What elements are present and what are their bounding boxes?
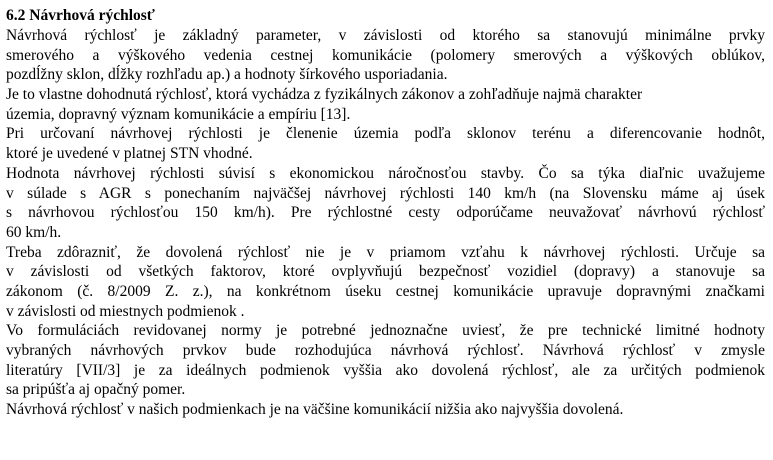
text-line: s návrhovou rýchlosťou 150 km/h). Pre rýchlostné cesty odporúčame neuvažovať návrhovú rýchlosť bbox=[6, 204, 765, 222]
text-line: sa pripúšťa aj opačný pomer. bbox=[6, 381, 186, 399]
body-text bbox=[6, 26, 765, 420]
text-line: pozdĺžny sklon, dĺžky rozhľadu ap.) a hodnoty šírkového usporiadania. bbox=[6, 66, 448, 84]
text-line: 60 km/h. bbox=[6, 223, 62, 241]
text-line: v závislosti od miestnych podmienok . bbox=[6, 302, 245, 320]
text-line: vybraných návrhových prvkov bude rozhodujúca návrhová rýchlosť. Návrhová rýchlosť v zmysle bbox=[6, 342, 765, 359]
text-line: Vo formuláciách revidovanej normy je potrebné jednoznačne uviesť, že pre technické limitné hodnoty bbox=[6, 322, 765, 340]
text-line: územia, dopravný význam komunikácie a empíriu [13]. bbox=[6, 105, 351, 123]
text-line: Je to vlastne dohodnutá rýchlosť, ktorá vychádza z fyzikálnych zákonov a zohľadňuje najmä charakter bbox=[6, 86, 643, 104]
text-line: smerového a výškového vedenia cestnej komunikácie (polomery smerových a výškových oblúkov, bbox=[6, 46, 765, 64]
text-line: ktoré je uvedené v platnej STN vhodné. bbox=[6, 145, 253, 163]
text-line: Pri určovaní návrhovej rýchlosti je členenie územia podľa sklonov terénu a diferencovanie hodnôt, bbox=[6, 125, 765, 143]
text-line: v súlade s AGR s ponechaním najväčšej návrhovej rýchlosti 140 km/h (na Slovensku máme aj úsek bbox=[6, 184, 765, 202]
text-line: Hodnota návrhovej rýchlosti súvisí s ekonomickou náročnosťou stavby. Čo sa týka diaľnic uvažujeme bbox=[6, 164, 765, 182]
text-line: Návrhová rýchlosť je základný parameter, v závislosti od ktorého sa stanovujú minimálne prvky bbox=[6, 27, 765, 44]
text-line: v závislosti od všetkých faktorov, ktoré ovplyvňujú bezpečnosť vozidiel (dopravy) a stanovuje sa bbox=[6, 263, 765, 281]
section-heading: 6.2 Návrhová rýchlosť bbox=[6, 7, 155, 24]
text-line: Návrhová rýchlosť v našich podmienkach je na väčšine komunikácií nižšia ako najvyššia dovolená. bbox=[6, 401, 624, 419]
text-line: literatúry [VII/3] je za ideálnych podmienok vyššia ako dovolená rýchlosť, ale za určitých podmienok bbox=[6, 361, 765, 379]
text-line: zákonom (č. 8/2009 Z. z.), na konkrétnom úseku cestnej komunikácie upravuje dopravnými značkami bbox=[6, 282, 765, 300]
text-line: Treba zdôrazniť, že dovolená rýchlosť nie je v priamom vzťahu k návrhovej rýchlosti. Určuje sa bbox=[6, 243, 765, 261]
